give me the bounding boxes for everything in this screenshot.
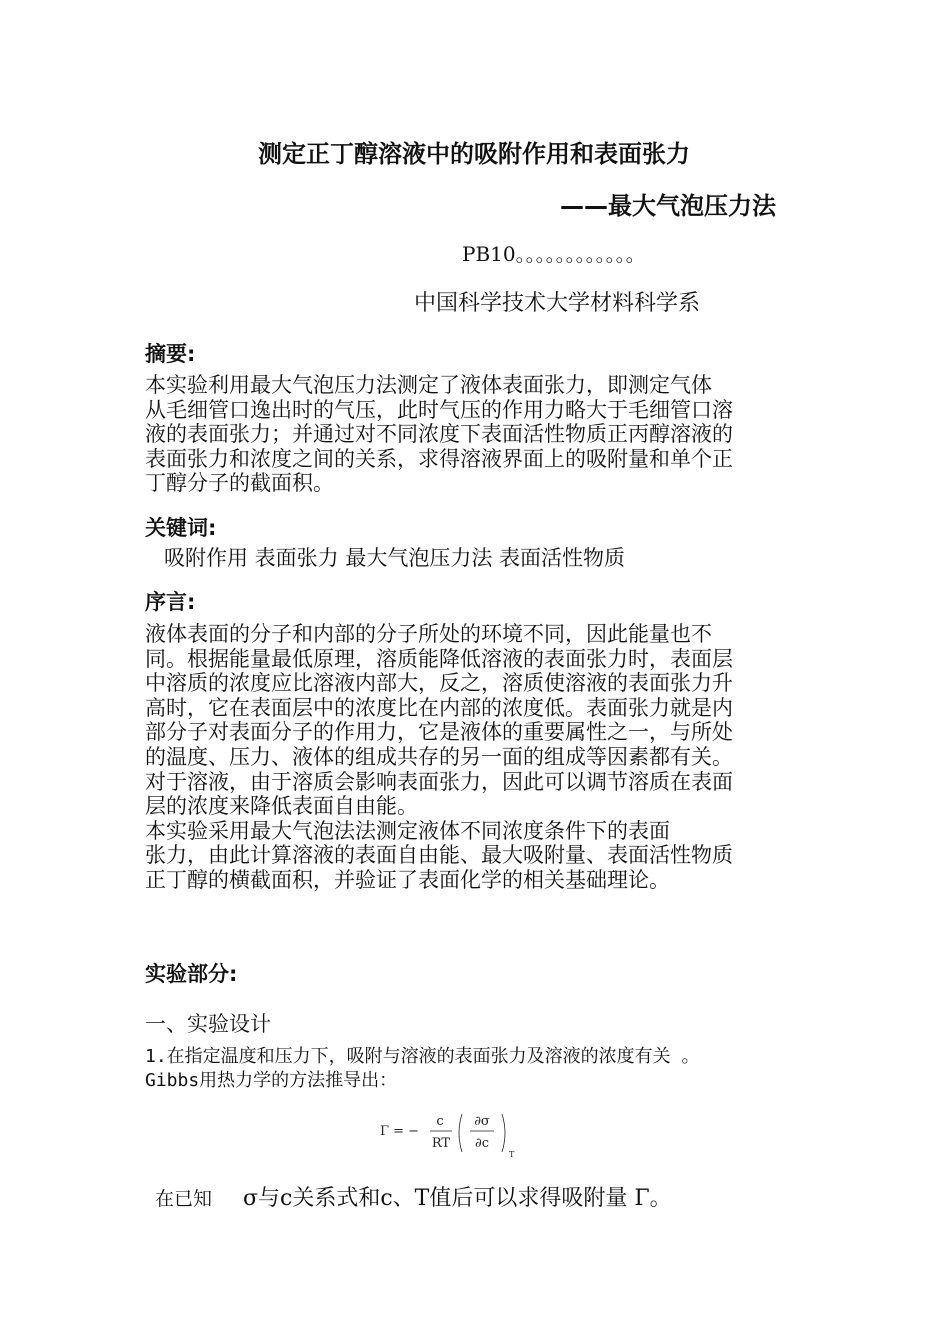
paper-title: 测定正丁醇溶液中的吸附作用和表面张力	[258, 140, 690, 168]
abstract-line: 丁醇分子的截面积。	[145, 471, 334, 496]
preface-line: 同。根据能量最低原理，溶质能降低溶液的表面张力时，表面层	[145, 646, 733, 671]
formula-lhs: Γ = −	[380, 1124, 420, 1139]
preface-line: 本实验采用最大气泡法法测定液体不同浓度条件下的表面	[145, 818, 670, 843]
author-line: PB10。。。。。。。。。。。。	[462, 242, 646, 266]
preface-text	[145, 622, 810, 893]
preface-line: 张力，由此计算溶液的表面自由能、最大吸附量、表面活性物质	[145, 843, 733, 868]
abstract-line: 从毛细管口逸出时的气压，此时气压的作用力略大于毛细管口溶	[145, 397, 733, 422]
item1-line: Gibbs用热力学的方法推导出：	[145, 1070, 398, 1091]
item1-line: 1.在指定温度和压力下，吸附与溶液的表面张力及溶液的浓度有关 。	[145, 1046, 700, 1067]
preface-line: 的温度、压力、液体的组成共存的另一面的组成等因素都有关。	[145, 744, 733, 769]
item1-text	[145, 1045, 825, 1093]
preface-line: 部分子对表面分子的作用力，它是液体的重要属性之一，与所处	[145, 720, 733, 745]
right-paren	[502, 1114, 505, 1152]
formula-deriv-numerator: ∂σ	[474, 1114, 490, 1129]
conclusion-prefix: 在已知	[155, 1188, 213, 1210]
preface-line: 液体表面的分子和内部的分子所处的环境不同，因此能量也不	[145, 622, 712, 646]
abstract-line: 表面张力和浓度之间的关系，求得溶液界面上的吸附量和单个正	[145, 446, 733, 471]
abstract-line: 本实验利用最大气泡压力法测定了液体表面张力，即测定气体	[145, 373, 712, 397]
preface-heading: 序言:	[145, 590, 196, 614]
affiliation: 中国科学技术大学材料科学系	[414, 291, 701, 316]
preface-line: 高时，它在表面层中的浓度比在内部的浓度低。表面张力就是内	[145, 695, 733, 720]
formula-deriv-denominator: ∂c	[474, 1136, 490, 1151]
conclusion-text: σ与c关系式和c、T值后可以求得吸附量 Γ。	[243, 1186, 672, 1211]
keywords-heading: 关键词:	[145, 516, 217, 540]
experiment-heading: 实验部分:	[145, 962, 238, 986]
abstract-text	[145, 373, 810, 496]
gibbs-formula	[378, 1108, 528, 1162]
formula-denominator: RT	[431, 1136, 451, 1151]
preface-line: 对于溶液，由于溶质会影响表面张力，因此可以调节溶质在表面	[145, 769, 733, 794]
left-paren	[459, 1114, 462, 1152]
preface-line: 层的浓度来降低表面自由能。	[145, 794, 418, 819]
preface-line: 正丁醇的横截面积，并验证了表面化学的相关基础理论。	[145, 867, 670, 892]
abstract-line: 液的表面张力；并通过对不同浓度下表面活性物质正丙醇溶液的	[145, 422, 733, 447]
preface-line: 中溶质的浓度应比溶液内部大，反之，溶质使溶液的表面张力升	[145, 671, 733, 696]
section-heading-design: 一、实验设计	[145, 1012, 271, 1036]
keywords-text: 吸附作用 表面张力 最大气泡压力法 表面活性物质	[164, 546, 626, 570]
paper-subtitle: ——最大气泡压力法	[560, 192, 776, 220]
formula-subscript: T	[509, 1150, 515, 1159]
abstract-heading: 摘要:	[145, 342, 196, 366]
formula-numerator: c	[436, 1114, 444, 1129]
